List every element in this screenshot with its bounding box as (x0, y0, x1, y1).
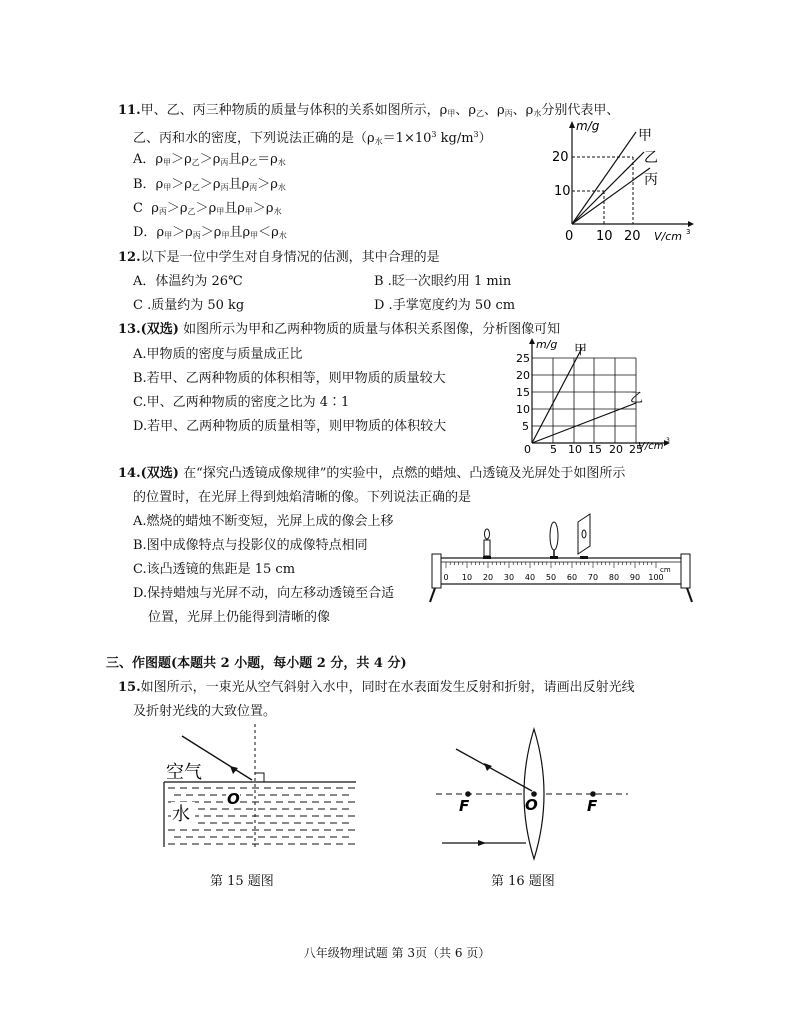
x-tick-5: 5 (550, 443, 557, 454)
ruler-label: 30 (503, 573, 515, 582)
q12-option-c: C .质量约为 50 kg (133, 298, 245, 313)
ray-2-arrow (478, 840, 486, 846)
ruler-label: 20 (482, 573, 494, 582)
line-jia (532, 348, 582, 443)
incident-ray-1 (456, 749, 532, 791)
q11-option-c: C $\rho_丙>\rho_乙>\rho_甲$且$\rho_甲>\rho_水$ (133, 201, 282, 216)
optical-center-label: O (525, 796, 538, 814)
q13-option-b: B.若甲、乙两种物质的体积相等，则甲物质的质量较大 (133, 371, 446, 386)
water-label: 水 (172, 804, 190, 825)
y-tick-5: 5 (522, 420, 529, 433)
q13-stem: 13.(双选) 如图所示为甲和乙两种物质的质量与体积关系图像，分析图像可知 (118, 322, 561, 337)
x-tick-10: 10 (568, 443, 582, 454)
y-tick-25: 25 (516, 352, 530, 365)
origin-label: 0 (565, 229, 574, 243)
q11-mass-volume-graph (538, 118, 698, 243)
label-yi: 乙 (644, 150, 658, 166)
x-axis-arrow (688, 221, 694, 227)
q14-stem-2: 的位置时，在光屏上得到烛焰清晰的像。下列说法正确的是 (133, 490, 472, 505)
focus-right-label: F (587, 797, 598, 815)
q12-stem: 12.以下是一位中学生对自身情况的估测，其中合理的是 (118, 250, 440, 265)
q14-stem: 14.(双选) 在“探究凸透镜成像规律”的实验中，点燃的蜡烛、凸透镜及光屏处于如图所示 (118, 466, 626, 481)
q14-option-a: A.燃烧的蜡烛不断变短，光屏上成的像会上移 (133, 514, 394, 529)
section-3-title: 三、作图题(本题共 2 小题，每小题 2 分，共 4 分) (106, 656, 407, 671)
x-axis-exp: 3 (666, 437, 670, 444)
ruler-label: 90 (629, 573, 641, 582)
y-tick-10: 10 (516, 403, 530, 416)
y-axis-arrow (569, 121, 575, 128)
page-footer: 八年级物理试题 第 3页（共 6 页） (303, 946, 491, 960)
q14-option-d-2: 位置，光屏上仍能得到清晰的像 (148, 610, 331, 625)
ruler-label: 50 (545, 573, 557, 582)
ruler-label: 0 (443, 573, 449, 582)
ruler-label: 100 (648, 573, 664, 582)
ruler-label: 40 (524, 573, 536, 582)
q12-option-a: A．体温约为 26℃ (133, 274, 243, 289)
q14-option-d-1: D.保持蜡烛与光屏不动，向左移动透镜至合适 (133, 586, 395, 601)
right-angle-mark (255, 773, 264, 782)
focus-left (465, 791, 471, 797)
y-axis-label: m/g (536, 338, 558, 351)
q14-option-b: B.图中成像特点与投影仪的成像特点相同 (133, 538, 368, 553)
ray-1-arrow (484, 763, 492, 771)
ruler-label: 10 (461, 573, 473, 582)
convex-lens (550, 522, 558, 559)
q12-option-b: B .眨一次眼约用 1 min (374, 274, 512, 289)
y-tick-10: 10 (554, 184, 571, 199)
water-hatching (168, 788, 355, 844)
ruler-label: 80 (608, 573, 620, 582)
x-axis-exp: 3 (686, 228, 691, 236)
q13-mass-volume-graph (506, 336, 676, 454)
x-axis-label: V/cm (654, 230, 682, 243)
y-tick-20: 20 (516, 369, 530, 382)
q15-stem-2: 及折射光线的大致位置。 (133, 704, 277, 719)
q11-line1: 11.甲、乙、丙三种物质的质量与体积的关系如图所示，$\rho_甲$、$\rho_乙$、$\rho_丙$、$\rho_水$分别代表甲、 (118, 103, 620, 118)
x-tick-15: 15 (588, 443, 602, 454)
focus-right (590, 791, 596, 797)
label-jia: 甲 (574, 343, 588, 358)
ruler-label: 70 (587, 573, 599, 582)
q13-option-a: A.甲物质的密度与质量成正比 (133, 347, 303, 362)
x-tick-25: 25 (629, 443, 643, 454)
x-tick-20: 20 (609, 443, 623, 454)
figure-16-convex-lens (432, 727, 632, 862)
q13-option-c: C.甲、乙两种物质的密度之比为 4∶1 (133, 395, 350, 410)
q11-line2: 乙、丙和水的密度，下列说法正确的是（$\rho_水=1\times 10^3$ $kg/m^3$） (133, 130, 492, 146)
y-axis-label: m/g (576, 119, 600, 133)
optical-bench-figure (428, 510, 694, 608)
y-axis-arrow (529, 338, 535, 344)
q14-option-c: C.该凸透镜的焦距是 15 cm (133, 562, 296, 577)
figure-15-reflection-refraction (160, 722, 360, 857)
q12-option-d: D .手掌宽度约为 50 cm (374, 298, 516, 313)
label-yi: 乙 (630, 391, 644, 406)
y-tick-15: 15 (516, 386, 530, 399)
x-tick-20: 20 (624, 229, 641, 243)
q13-option-d: D.若甲、乙两种物质的质量相等，则甲物质的体积较大 (133, 419, 447, 434)
origin-label: 0 (524, 443, 531, 454)
focus-left-label: F (459, 797, 470, 815)
q15-stem: 15.如图所示，一束光从空气斜射入水中，同时在水表面发生反射和折射，请画出反射光线 (118, 680, 635, 695)
grid (532, 358, 636, 443)
q11-option-a: A．$\rho_甲>\rho_乙>\rho_丙$且$\rho_乙=\rho_水$ (133, 152, 286, 167)
air-label: 空气 (166, 762, 202, 783)
label-bing: 丙 (644, 172, 658, 188)
ruler-label: 60 (566, 573, 578, 582)
x-axis-label: V/cm (638, 441, 664, 452)
y-tick-20: 20 (552, 150, 569, 165)
q11-option-d: D．$\rho_甲>\rho_丙>\rho_甲$且$\rho_甲<\rho_水$ (133, 225, 287, 240)
candle (483, 529, 491, 559)
line-jia (572, 132, 636, 224)
label-jia: 甲 (638, 128, 652, 144)
bench-end-right (681, 554, 690, 588)
figure-15-caption: 第 15 题图 (210, 874, 274, 889)
figure-16-caption: 第 16 题图 (491, 874, 555, 889)
line-bing (572, 168, 650, 224)
light-screen (578, 514, 590, 559)
point-o-label: O (227, 790, 240, 808)
x-tick-10: 10 (596, 229, 613, 243)
bench-end-left (432, 554, 441, 588)
ruler-unit: cm (660, 566, 671, 574)
q11-option-b: B．$\rho_甲>\rho_乙>\rho_丙$且$\rho_丙>\rho_水$ (133, 177, 286, 192)
